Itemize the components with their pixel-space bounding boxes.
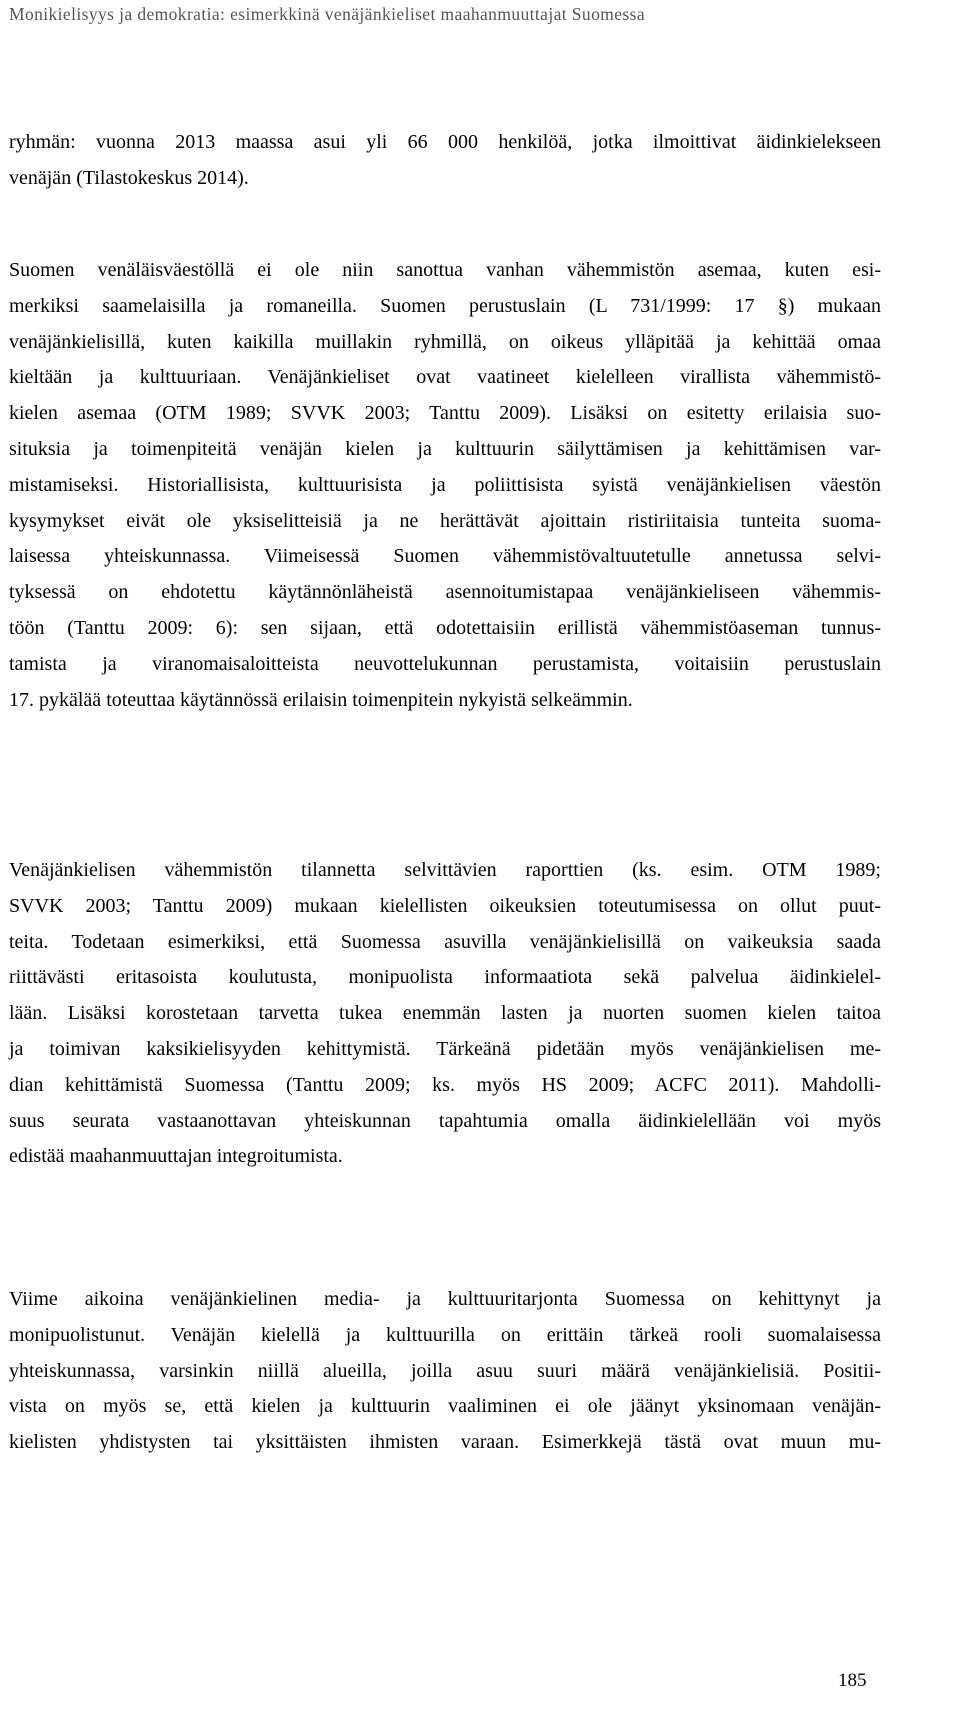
- text-line: yhteiskunnassa, varsinkin niillä alueilla, joilla asuu suuri määrä venäjänkielisiä. Positii-: [9, 1360, 881, 1382]
- text-line: mistamiseksi. Historiallisista, kulttuurisista ja poliittisista syistä venäjänkielisen väestön: [9, 474, 881, 496]
- text-line: Venäjänkielisen vähemmistön tilannetta selvittävien raporttien (ks. esim. OTM 1989;: [9, 859, 881, 881]
- text-line: vista on myös se, että kielen ja kulttuurin vaaliminen ei ole jäänyt yksinomaan venäjän-: [9, 1395, 881, 1417]
- text-line: teita. Todetaan esimerkiksi, että Suomessa asuvilla venäjänkielisillä on vaikeuksia saada: [9, 931, 881, 953]
- text-line: kielisten yhdistysten tai yksittäisten ihmisten varaan. Esimerkkejä tästä ovat muun mu-: [9, 1431, 881, 1453]
- text-line: ja toimivan kaksikielisyyden kehittymistä. Tärkeänä pidetään myös venäjänkielisen me-: [9, 1038, 881, 1060]
- text-line: dian kehittämistä Suomessa (Tanttu 2009; ks. myös HS 2009; ACFC 2011). Mahdolli-: [9, 1074, 881, 1096]
- text-line: kieltään ja kulttuuriaan. Venäjänkieliset ovat vaatineet kielelleen virallista vähemmistö-: [9, 366, 881, 388]
- text-line: situksia ja toimenpiteitä venäjän kielen ja kulttuurin säilyttämisen ja kehittämisen var-: [9, 438, 881, 460]
- text-line: 17. pykälää toteuttaa käytännössä erilaisin toimenpitein nykyistä selkeämmin.: [9, 689, 633, 711]
- text-line: venäjänkielisillä, kuten kaikilla muillakin ryhmillä, on oikeus ylläpitää ja kehittää omaa: [9, 331, 881, 353]
- text-line: suus seurata vastaanottavan yhteiskunnan tapahtumia omalla äidinkielellään voi myös: [9, 1110, 881, 1132]
- text-line: ryhmän: vuonna 2013 maassa asui yli 66 000 henkilöä, jotka ilmoittivat äidinkielekseen: [9, 131, 881, 153]
- text-line: Suomen venäläisväestöllä ei ole niin sanottua vanhan vähemmistön asemaa, kuten esi-: [9, 259, 881, 281]
- text-line: laisessa yhteiskunnassa. Viimeisessä Suomen vähemmistövaltuutetulle annetussa selvi-: [9, 545, 881, 567]
- text-line: kielen asemaa (OTM 1989; SVVK 2003; Tanttu 2009). Lisäksi on esitetty erilaisia suo-: [9, 402, 881, 424]
- text-line: monipuolistunut. Venäjän kielellä ja kulttuurilla on erittäin tärkeä rooli suomalaisessa: [9, 1324, 881, 1346]
- text-line: venäjän (Tilastokeskus 2014).: [9, 167, 249, 189]
- text-line: Viime aikoina venäjänkielinen media- ja kulttuuritarjonta Suomessa on kehittynyt ja: [9, 1288, 881, 1310]
- text-line: töön (Tanttu 2009: 6): sen sijaan, että odotettaisiin erillistä vähemmistöaseman tunnus-: [9, 617, 881, 639]
- running-header: Monikielisyys ja demokratia: esimerkkinä venäjänkieliset maahanmuuttajat Suomessa: [9, 4, 645, 24]
- text-line: kysymykset eivät ole yksiselitteisiä ja ne herättävät ajoittain ristiriitaisia tunteita suoma-: [9, 510, 881, 532]
- text-line: tamista ja viranomaisaloitteista neuvottelukunnan perustamista, voitaisiin perustuslain: [9, 653, 881, 675]
- page-header: [0, 0, 960, 50]
- text-line: SVVK 2003; Tanttu 2009) mukaan kielellisten oikeuksien toteutumisessa on ollut puut-: [9, 895, 881, 917]
- text-line: riittävästi eritasoista koulutusta, monipuolista informaatiota sekä palvelua äidinkielel-: [9, 966, 881, 988]
- text-line: edistää maahanmuuttajan integroitumista.: [9, 1145, 343, 1167]
- text-line: merkiksi saamelaisilla ja romaneilla. Suomen perustuslain (L 731/1999: 17 §) mukaan: [9, 295, 881, 317]
- text-line: tyksessä on ehdotettu käytännönläheistä asennoitumistapaa venäjänkieliseen vähemmis-: [9, 581, 881, 603]
- text-line: lään. Lisäksi korostetaan tarvetta tukea enemmän lasten ja nuorten suomen kielen taitoa: [9, 1002, 881, 1024]
- page-number: 185: [838, 1670, 867, 1691]
